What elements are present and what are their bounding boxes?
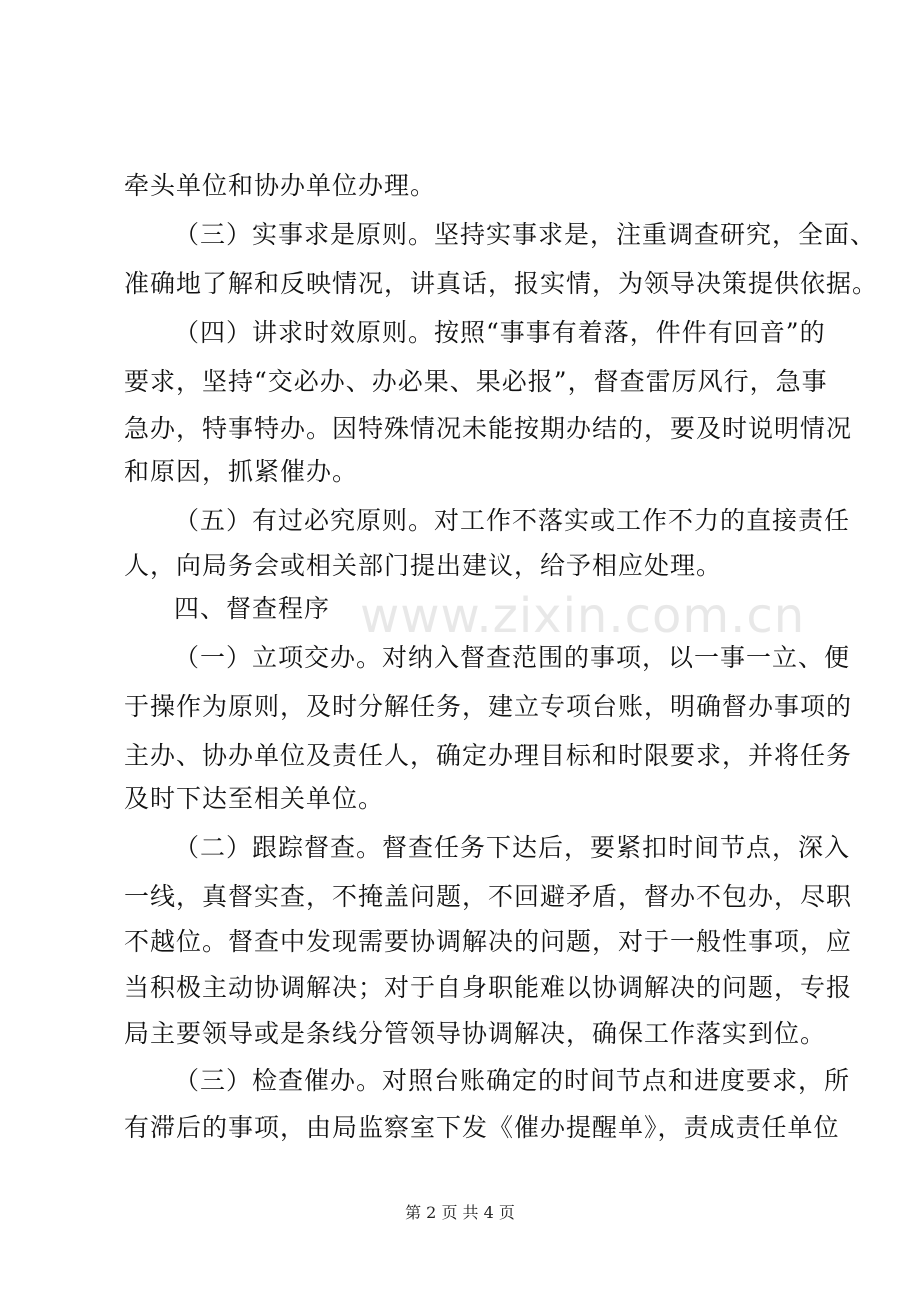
body-line: 人，向局务会或相关部门提出建议，给予相应处理。 <box>124 551 723 580</box>
body-line: 急办，特事特办。因特殊情况未能按期办结的，要及时说明情况 <box>124 414 853 443</box>
body-line: 局主要领导或是条线分管领导协调解决，确保工作落实到位。 <box>124 1019 827 1048</box>
paragraph-start-line: （三）实事求是原则。坚持实事求是，注重调查研究，全面、 <box>174 220 877 249</box>
body-line: 不越位。督查中发现需要协调解决的问题，对于一般性事项，应 <box>124 927 853 956</box>
body-line: 及时下达至相关单位。 <box>124 784 385 813</box>
paragraph-start-line: （三）检查催办。对照台账确定的时间节点和进度要求，所 <box>174 1066 851 1095</box>
watermark: www.zixin.com.cn <box>360 588 806 644</box>
paragraph-start-line: （一）立项交办。对纳入督查范围的事项，以一事一立、便 <box>174 643 851 672</box>
body-line: 和原因，抓紧催办。 <box>124 457 359 486</box>
paragraph-start-line: （四）讲求时效原则。按照“事事有着落，件件有回音”的 <box>174 318 826 347</box>
body-line: 于操作为原则，及时分解任务，建立专项台账，明确督办事项的 <box>124 692 853 721</box>
paragraph-start-line: （五）有过必究原则。对工作不落实或工作不力的直接责任 <box>174 506 851 535</box>
body-line: 主办、协办单位及责任人，确定办理目标和时限要求，并将任务 <box>124 741 853 770</box>
body-line: 当积极主动协调解决；对于自身职能难以协调解决的问题，专报 <box>124 973 853 1002</box>
body-line: 准确地了解和反映情况，讲真话，报实情，为领导决策提供依据。 <box>124 269 879 298</box>
body-line: 牵头单位和协办单位办理。 <box>124 171 437 200</box>
body-line: 有滞后的事项，由局监察室下发《催办提醒单》，责成责任单位 <box>124 1113 840 1142</box>
body-line: 一线，真督实查，不掩盖问题，不回避矛盾，督办不包办，尽职 <box>124 882 853 911</box>
section-heading: 四、督查程序 <box>174 594 331 623</box>
body-line: 要求，坚持“交必办、办必果、果必报”，督查雷厉风行，急事 <box>124 367 828 396</box>
paragraph-start-line: （二）跟踪督查。督查任务下达后，要紧扣时间节点，深入 <box>174 833 851 862</box>
page-number-footer: 第 2 页 共 4 页 <box>405 1203 515 1222</box>
